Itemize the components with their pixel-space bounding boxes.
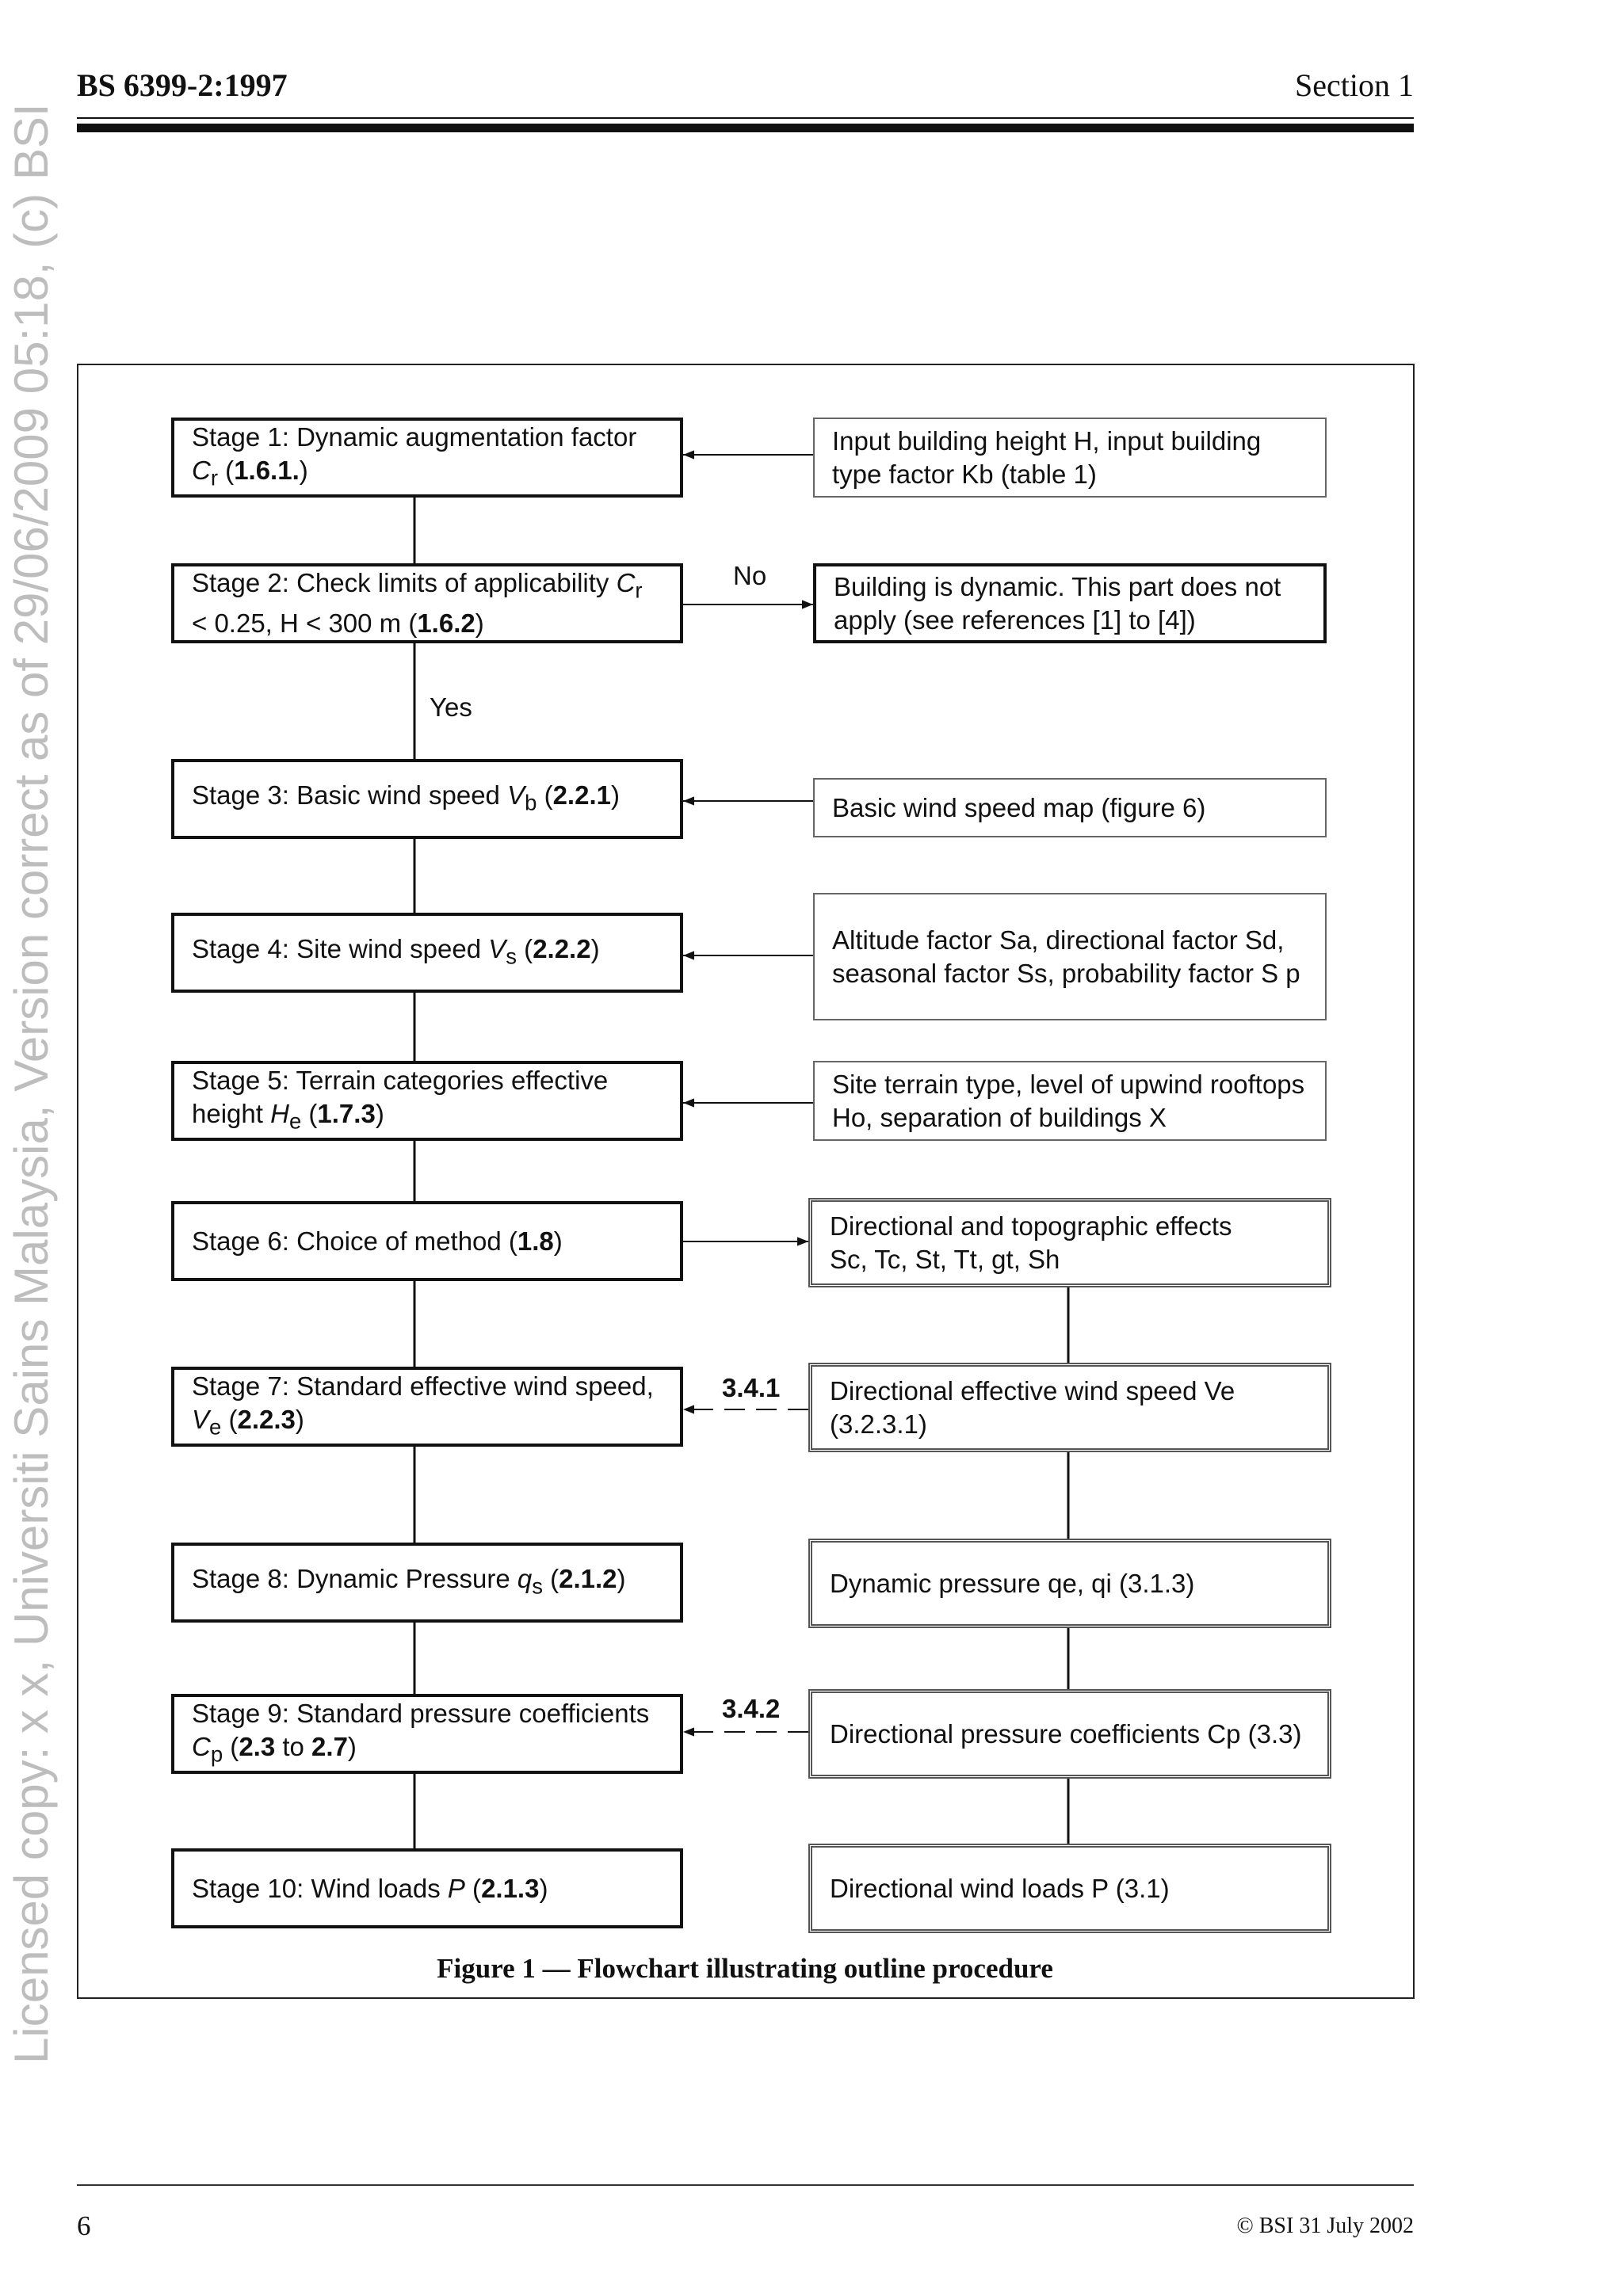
stage-1-box: Stage 1: Dynamic augmentation factor $C_r$ (1.6.1.) bbox=[171, 418, 683, 498]
page-number: 6 bbox=[77, 2210, 91, 2241]
basic-wind-speed-map-box: Basic wind speed map (figure 6) bbox=[813, 778, 1327, 837]
directional-pressure-coefficients-box: Directional pressure coefficients Cp (3.3) bbox=[808, 1689, 1331, 1779]
stage-5-box: Stage 5: Terrain categories effective height $H_e$ (1.7.3) bbox=[171, 1061, 683, 1141]
directional-pressure-box: Dynamic pressure qe, qi (3.1.3) bbox=[808, 1539, 1331, 1628]
directional-topographic-box: Directional and topographic effects Sc, Tc, St, Tt, gt, Sh bbox=[808, 1198, 1331, 1287]
ref-341-label: 3.4.1 bbox=[722, 1373, 781, 1402]
stage-7-box: Stage 7: Standard effective wind speed, $V_e$ (2.2.3) bbox=[171, 1367, 683, 1447]
dynamic-building-box: Building is dynamic. This part does not apply (see references [1] to [4]) bbox=[813, 563, 1327, 643]
stage-8-box: Stage 8: Dynamic Pressure $q_s$ (2.1.2) bbox=[171, 1543, 683, 1623]
input-building-height-box: Input building height H, input building type factor Kb (table 1) bbox=[813, 418, 1327, 498]
license-watermark: Licensed copy: x x, Universiti Sains Malaysia, Version correct as of 29/06/2009 05:18, (c) BSI bbox=[5, 103, 58, 2064]
footer-rule bbox=[77, 2184, 1414, 2186]
figure-caption: Figure 1 — Flowchart illustrating outline procedure bbox=[437, 1953, 1053, 1984]
stage-3-box: Stage 3: Basic wind speed $V_b$ (2.2.1) bbox=[171, 759, 683, 839]
standard-number: BS 6399-2:1997 bbox=[77, 67, 288, 103]
no-label: No bbox=[733, 561, 767, 590]
directional-wind-loads-box: Directional wind loads P (3.1) bbox=[808, 1844, 1331, 1933]
stage-2-box: Stage 2: Check limits of applicability $C_r < 0.25$, H < 300 m (1.6.2) bbox=[171, 563, 683, 643]
stage-10-box: Stage 10: Wind loads P (2.1.3) bbox=[171, 1848, 683, 1928]
copyright-notice: © BSI 31 July 2002 bbox=[1236, 2214, 1414, 2238]
altitude-factors-box: Altitude factor Sa, directional factor Sd, seasonal factor Ss, probability factor S p bbox=[813, 893, 1327, 1020]
ref-342-label: 3.4.2 bbox=[722, 1694, 781, 1723]
yes-label: Yes bbox=[430, 692, 472, 722]
stage-9-box: Stage 9: Standard pressure coefficients $C_p$ (2.3 to 2.7) bbox=[171, 1694, 683, 1774]
section-label: Section 1 bbox=[1295, 67, 1414, 103]
stage-6-box: Stage 6: Choice of method (1.8) bbox=[171, 1201, 683, 1281]
directional-wind-speed-box: Directional effective wind speed Ve (3.2.3.1) bbox=[808, 1363, 1331, 1452]
stage-4-box: Stage 4: Site wind speed $V_s$ (2.2.2) bbox=[171, 913, 683, 993]
site-terrain-box: Site terrain type, level of upwind rooftops Ho, separation of buildings X bbox=[813, 1061, 1327, 1141]
